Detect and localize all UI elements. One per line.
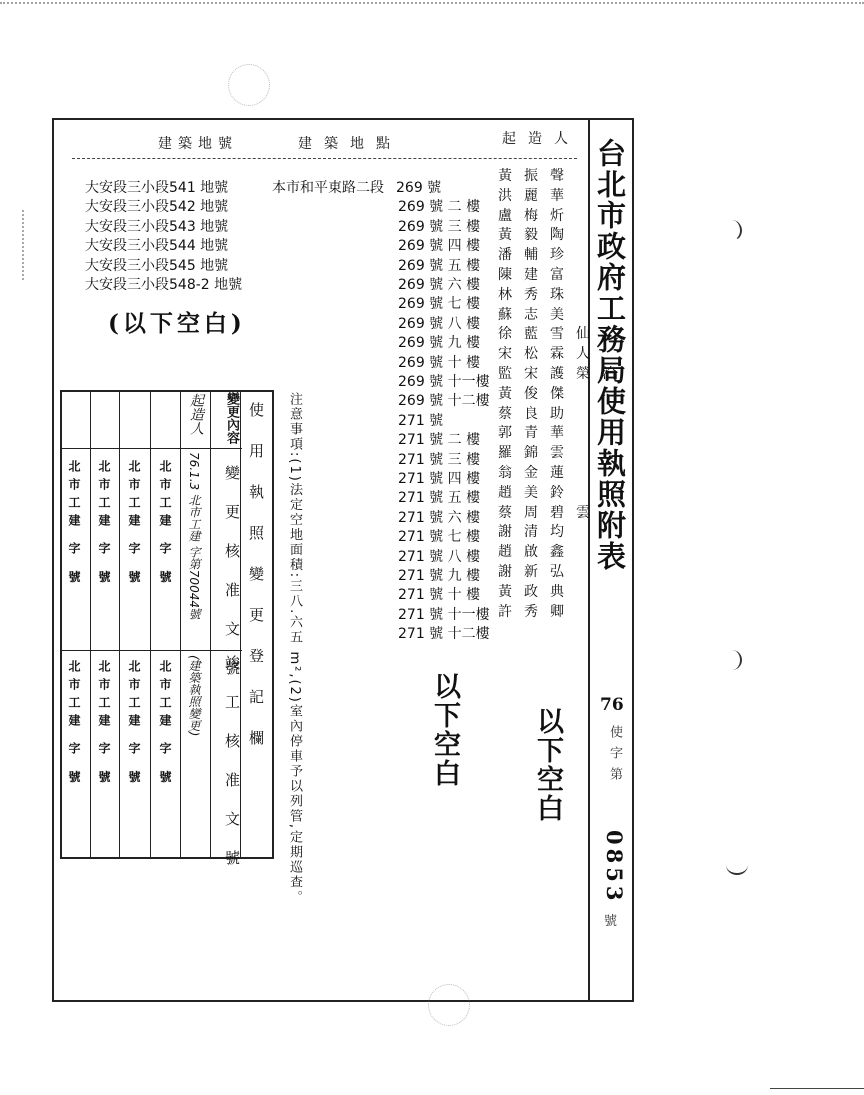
owner-row: 徐藍雪仙	[498, 326, 602, 343]
stamp-text: 北市工建 字 號	[97, 460, 111, 589]
table-row-line	[60, 448, 242, 449]
permit-serial: 0853	[602, 830, 627, 905]
owner-row: 黃毅陶	[498, 227, 576, 244]
lot-header: 建築地號	[158, 136, 238, 152]
row1-completion: (建築執照變更)	[187, 655, 201, 737]
address-row: 271 號 二 樓	[398, 432, 481, 449]
address-row: 269 號 七 樓	[398, 296, 481, 313]
table-col-line	[210, 390, 211, 857]
stamp-text: 北市工建 字 號	[127, 460, 141, 589]
address-row: 269 號 六 樓	[398, 277, 481, 293]
owner-row: 翁金蓮	[498, 465, 576, 481]
address-row: 271 號	[398, 412, 444, 429]
punch-hole-3	[726, 855, 748, 875]
address-row: 271 號 八 樓	[398, 548, 481, 565]
stamp-text: 北市工建 字 號	[67, 460, 81, 589]
blank-mark-addresses: 以下空白	[429, 672, 460, 788]
notes-text: 注意事項:(1)法定空地面積:三八.六五 m²,(2)室內停車予以列管,定期巡查。	[287, 392, 302, 905]
address-row: 269 號 二 樓	[398, 199, 481, 216]
address-row: 271 號 十一樓	[398, 606, 490, 623]
header-underline	[72, 158, 577, 159]
address-row: 271 號 十二樓	[398, 626, 490, 643]
address-row: 269 號 九 樓	[398, 335, 481, 352]
owner-row: 黃政典	[498, 583, 576, 600]
owner-row: 監宋護榮治	[498, 366, 628, 382]
permit-suffix: 號	[604, 914, 618, 929]
lot-row: 大安段三小段543 地號	[85, 218, 229, 235]
address-row: 271 號 七 樓	[398, 529, 481, 546]
owner-row: 潘輔珍	[498, 247, 576, 264]
stamp-text: 北市工建 字 號	[127, 660, 141, 789]
address-row: 271 號 四 樓	[398, 471, 481, 487]
address-row: 271 號 九 樓	[398, 568, 481, 584]
form-title: 台北市政府工務局使用執照附表	[593, 138, 627, 572]
lot-row: 大安段三小段542 地號	[85, 199, 229, 216]
stamp-text: 北市工建 字 號	[158, 660, 172, 789]
table-col-line	[150, 390, 151, 857]
owner-row: 郭青華	[498, 425, 576, 442]
owner-row: 宋松霖人	[498, 346, 602, 363]
scan-mark-left	[0, 210, 24, 280]
punch-hole-2	[722, 650, 742, 670]
address-row: 271 號 三 樓	[398, 451, 481, 468]
owner-row: 謝清均	[498, 524, 576, 541]
address-row: 269 號	[396, 180, 442, 196]
stamp-text: 北市工建 字 號	[158, 460, 172, 589]
permit-number: 76	[600, 695, 624, 715]
col-header-content: 變更內容	[224, 392, 239, 444]
street-name: 本市和平東路二段	[272, 180, 384, 196]
owner-row: 陳建富	[498, 267, 576, 283]
owner-row: 蔡周碧雲	[498, 504, 602, 521]
owner-row: 洪麗華	[498, 187, 576, 204]
address-row: 271 號 五 樓	[398, 490, 481, 507]
address-row: 269 號 十二樓	[398, 393, 490, 410]
owner-row: 蔡良助	[498, 405, 576, 422]
lot-row: 大安段三小段545 地號	[85, 257, 229, 274]
change-table-title: 使用執照變更登記欄	[247, 402, 265, 771]
address-row: 269 號 三 樓	[398, 218, 481, 235]
bottom-edge-line	[770, 1088, 864, 1089]
row1-approval: 76.1.3 北市工建 字第70044號	[187, 452, 201, 620]
permit-word: 使字第	[607, 725, 622, 788]
owner-row: 趙啟鑫	[498, 544, 576, 561]
stamp-text: 北市工建 字 號	[97, 660, 111, 789]
address-row: 269 號 十 樓	[398, 354, 481, 371]
table-col-line	[119, 390, 120, 857]
address-row: 269 號 五 樓	[398, 257, 481, 274]
blank-mark-owners: 以下空白	[532, 707, 563, 823]
owner-row: 黃振聲	[498, 168, 576, 184]
owner-row: 黃俊傑	[498, 385, 576, 402]
scan-mark-top	[228, 64, 270, 106]
address-row: 271 號 六 樓	[398, 509, 481, 526]
owner-row: 趙美鈴	[498, 484, 576, 501]
lot-row: 大安段三小段544 地號	[85, 238, 229, 255]
blank-mark-lots: (以下空白)	[108, 310, 246, 337]
col-header-change-approval: 變更核准文號	[223, 465, 241, 699]
address-row: 269 號 十一樓	[398, 374, 490, 390]
owner-row: 許秀卿	[498, 603, 576, 620]
table-col-line	[180, 390, 181, 857]
punch-hole-1	[722, 220, 742, 241]
owner-row: 謝新弘	[498, 564, 576, 580]
lot-row: 大安段三小段548-2 地號	[85, 277, 243, 293]
address-row: 271 號 十 樓	[398, 587, 481, 604]
owner-row: 盧梅炘	[498, 207, 576, 224]
owner-row: 羅錦雲	[498, 445, 576, 462]
stamp-text: 北市工建 字 號	[67, 660, 81, 789]
row1-content: 起造人	[188, 393, 204, 435]
col-header-completion-approval: 竣工核准文號	[223, 655, 241, 889]
scan-mark-bottom	[428, 984, 470, 1026]
address-header: 建築地點	[298, 136, 402, 152]
owner-row: 林秀珠	[498, 286, 576, 303]
table-row-line	[60, 650, 242, 651]
table-col-line	[90, 390, 91, 857]
address-row: 269 號 八 樓	[398, 315, 481, 332]
lot-row: 大安段三小段541 地號	[85, 180, 229, 196]
top-edge-line	[0, 2, 864, 4]
owner-header: 起造人	[502, 131, 580, 147]
owner-row: 蘇志美	[498, 306, 576, 323]
address-row: 269 號 四 樓	[398, 238, 481, 255]
